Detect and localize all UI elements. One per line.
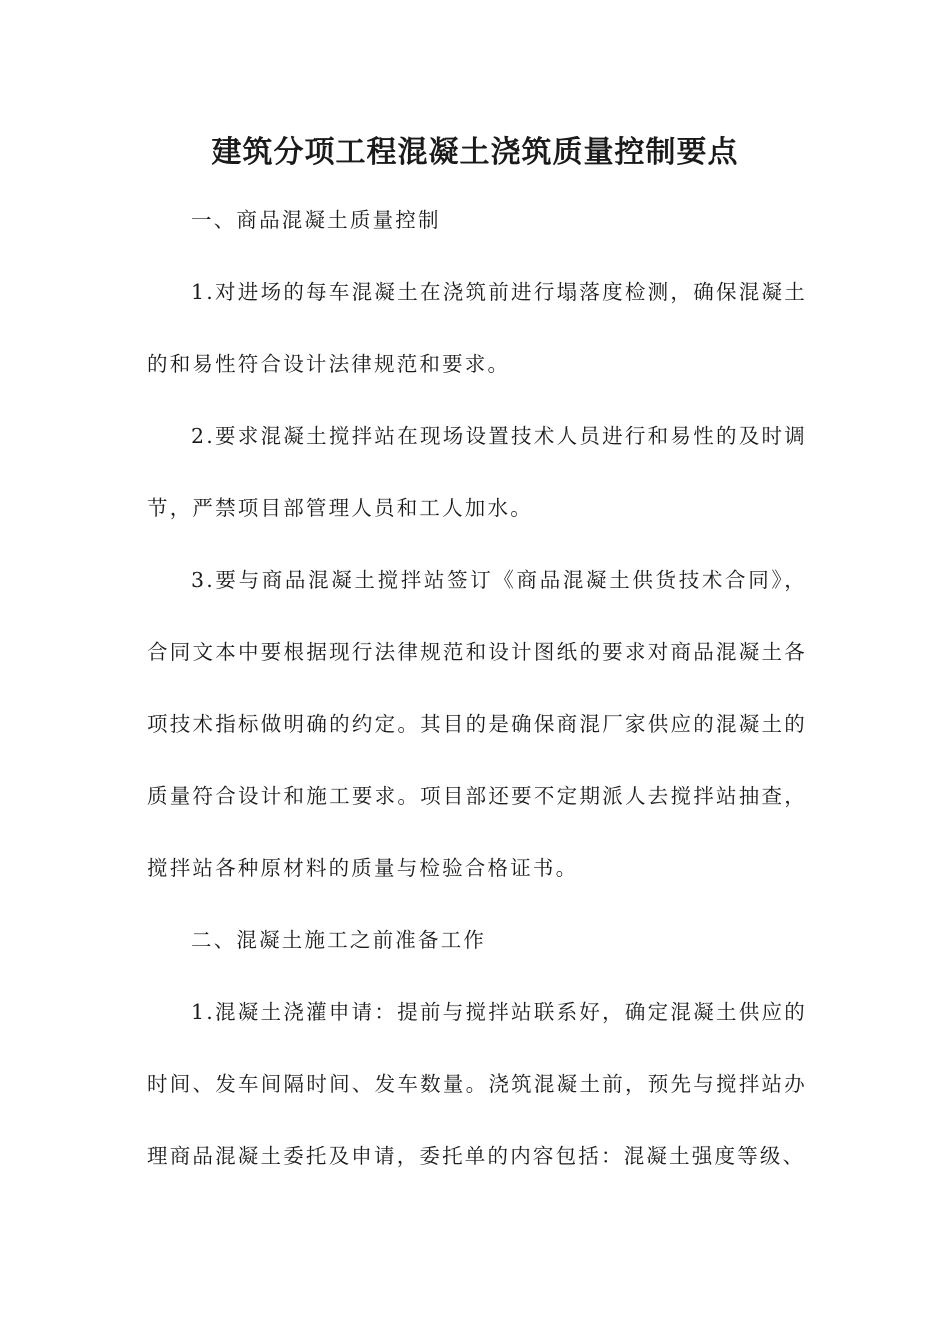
paragraph-1-1: 1.对进场的每车混凝土在浇筑前进行塌落度检测，确保混凝土的和易性符合设计法律规范和要求。 [147, 280, 807, 376]
paragraph-1-2: 2.要求混凝土搅拌站在现场设置技术人员进行和易性的及时调节，严禁项目部管理人员和工人加水。 [147, 424, 807, 520]
document-body [147, 184, 807, 1192]
section-heading-1: 一、商品混凝土质量控制 [191, 208, 441, 232]
document-title: 建筑分项工程混凝土浇筑质量控制要点 [211, 135, 739, 170]
section-heading-2: 二、混凝土施工之前准备工作 [191, 928, 487, 952]
paragraph-2-1: 1.混凝土浇灌申请：提前与搅拌站联系好，确定混凝土供应的时间、发车间隔时间、发车数量。浇筑混凝土前，预先与搅拌站办理商品混凝土委托及申请，委托单的内容包括：混凝土强度等级、 [147, 1000, 807, 1168]
paragraph-1-3: 3.要与商品混凝土搅拌站签订《商品混凝土供货技术合同》，合同文本中要根据现行法律规范和设计图纸的要求对商品混凝土各项技术指标做明确的约定。其目的是确保商混厂家供应的混凝土的质量符合设计和施工要求。项目部还要不定期派人去搅拌站抽查，搅拌站各种原材料的质量与检验合格证书。 [147, 568, 807, 880]
